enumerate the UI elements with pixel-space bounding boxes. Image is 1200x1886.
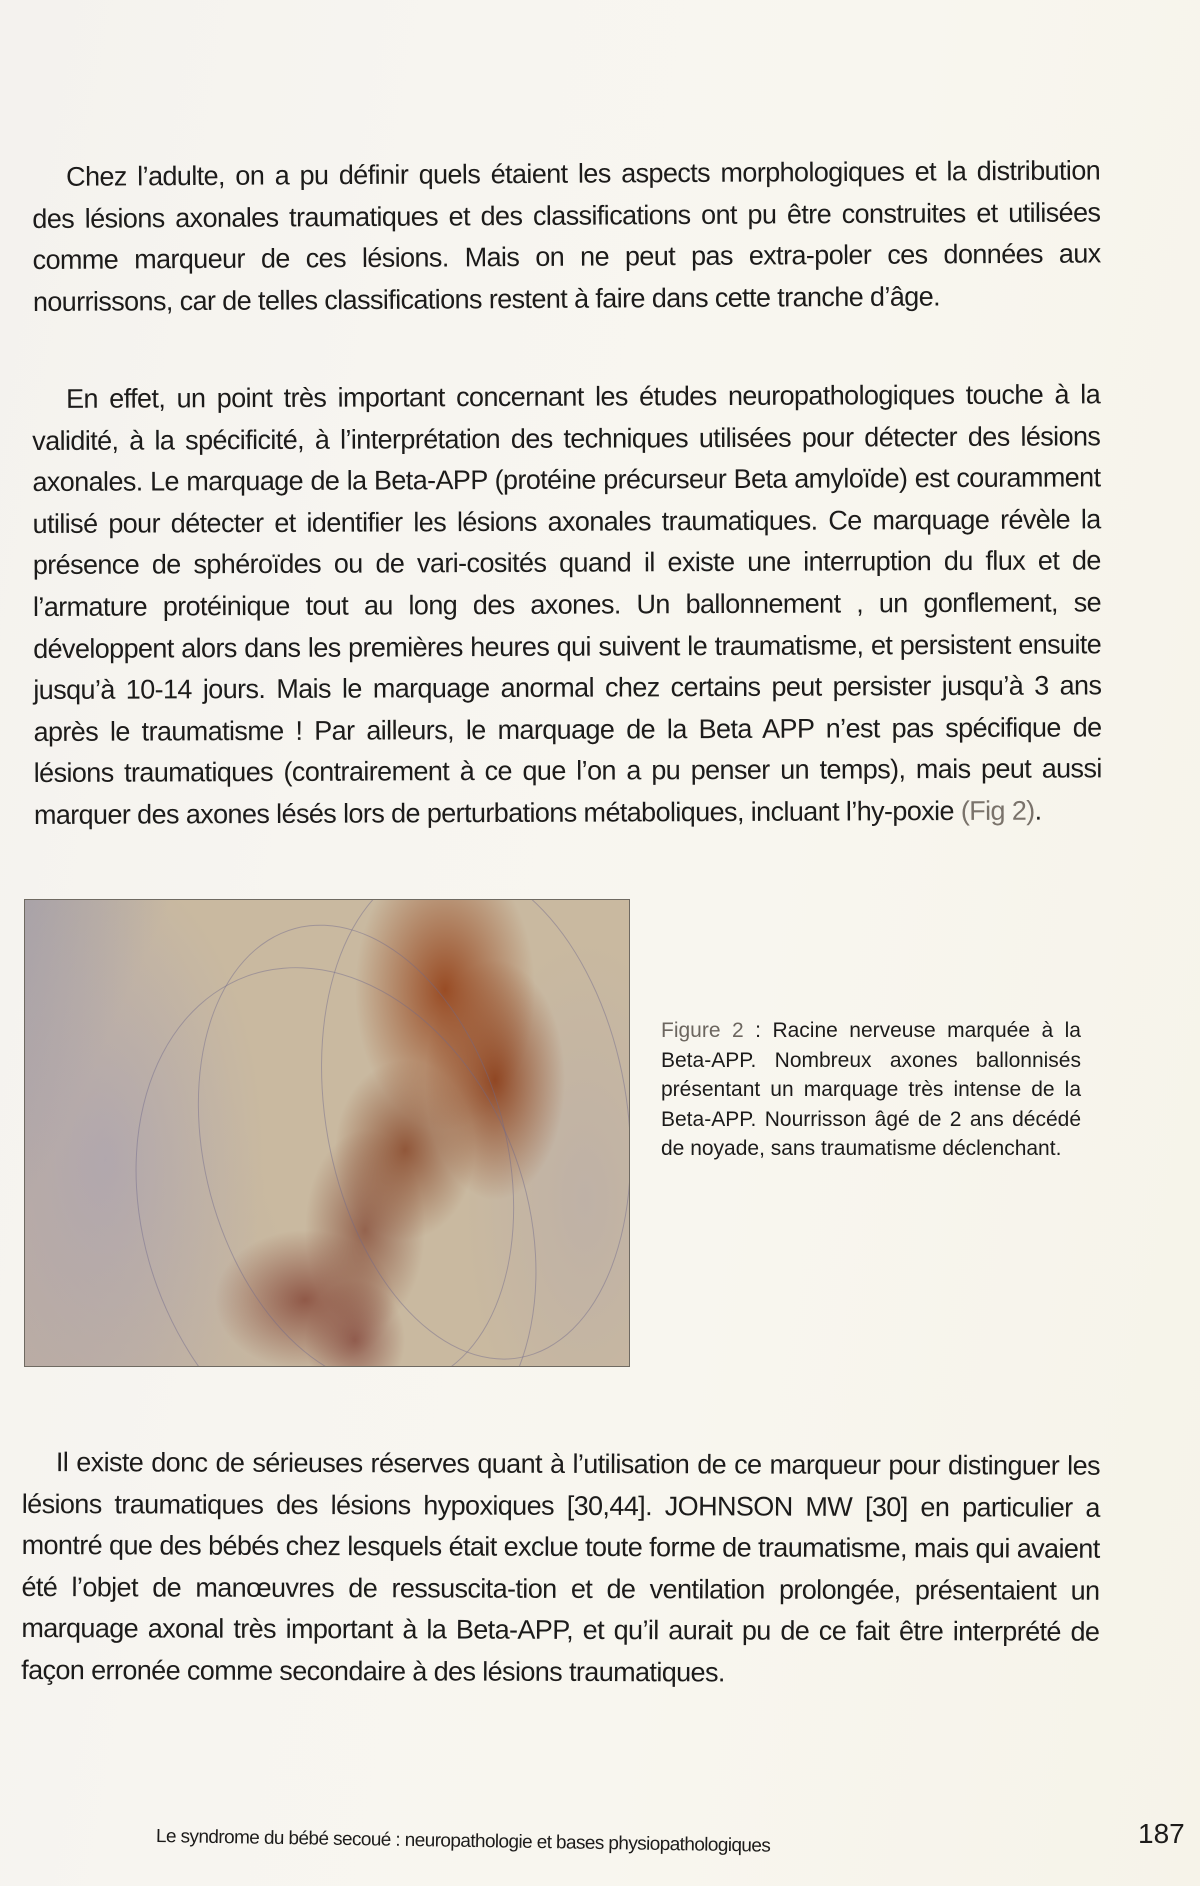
paragraph-beta-app-marker — [32, 374, 1102, 836]
paragraph-text: En effet, un point très important concernant les études neuropathologiques touche à la validité, à la spécificité, à l’interprétation des techniques utilisées pour détecter des lésions axonales. Le marquage de la Beta-APP (protéine précurseur Beta amyloïde) est couramment utilisé pour détecter et identifier les lésions axonales traumatiques. Ce marquage révèle la présence de sphéroïdes ou de vari-cosités quand il existe une interruption du flux et de l’armature protéinique tout au long des axones. Un ballonnement , un gonflement, se développent alors dans les premières heures qui suivent le traumatisme, et persistent ensuite jusqu’à 10-14 jours. Mais le marquage anormal chez certains peut persister jusqu’à 3 ans après le traumatisme ! Par ailleurs, le marquage de la Beta APP n’est pas spécifique de lésions traumatiques (contrairement à ce que l’on a pu penser un temps), mais peut aussi marquer des axones lésés lors de perturbations métaboliques, incluant l’hy-poxie — [32, 379, 1102, 830]
paragraph-reservations — [21, 1442, 1100, 1695]
paragraph-text: Chez l’adulte, on a pu définir quels étaient les aspects morphologiques et la distribution des lésions axonales traumatiques et des classifications ont pu être construites et utilisées comme marqueur de ces lésions. Mais on ne peut pas extra-poler ces données aux nourrissons, car de telles classifications restent à faire dans cette tranche d’âge. — [32, 155, 1101, 317]
figure-2-micrograph — [24, 899, 630, 1367]
running-footer: Le syndrome du bébé secoué : neuropathologie et bases physiopathologiques — [155, 1826, 771, 1857]
figure-2-caption — [661, 1016, 1081, 1164]
paragraph-text: Il existe donc de sérieuses réserves quant à l’utilisation de ce marqueur pour distinguer les lésions traumatiques des lésions hypoxiques [30,44]. JOHNSON MW [30] en particulier a montré que des bébés chez lesquels était exclue toute forme de traumatisme, mais qui avaient été l’objet de manœuvres de ressuscita-tion et de ventilation prolongée, présentaient un marquage axonal très important à la Beta-APP, et qu’il aurait pu de ce fait être interprété de façon erronée comme secondaire à des lésions traumatiques. — [21, 1447, 1100, 1688]
figure-reference-link[interactable]: (Fig 2) — [960, 795, 1035, 826]
paragraph-adult-classification — [32, 150, 1101, 323]
caption-label: Figure 2 — [661, 1019, 744, 1042]
paragraph-end: . — [1034, 795, 1042, 826]
page-number: 187 — [1138, 1818, 1185, 1849]
caption-text: : Racine nerveuse marquée à la Beta-APP. Nombreux axones ballonnisés présentant un marquage très intense de la Beta-APP. Nourrisson âgé de 2 ans décédé de noyade, sans traumatisme déclenchant. — [661, 1019, 1081, 1160]
